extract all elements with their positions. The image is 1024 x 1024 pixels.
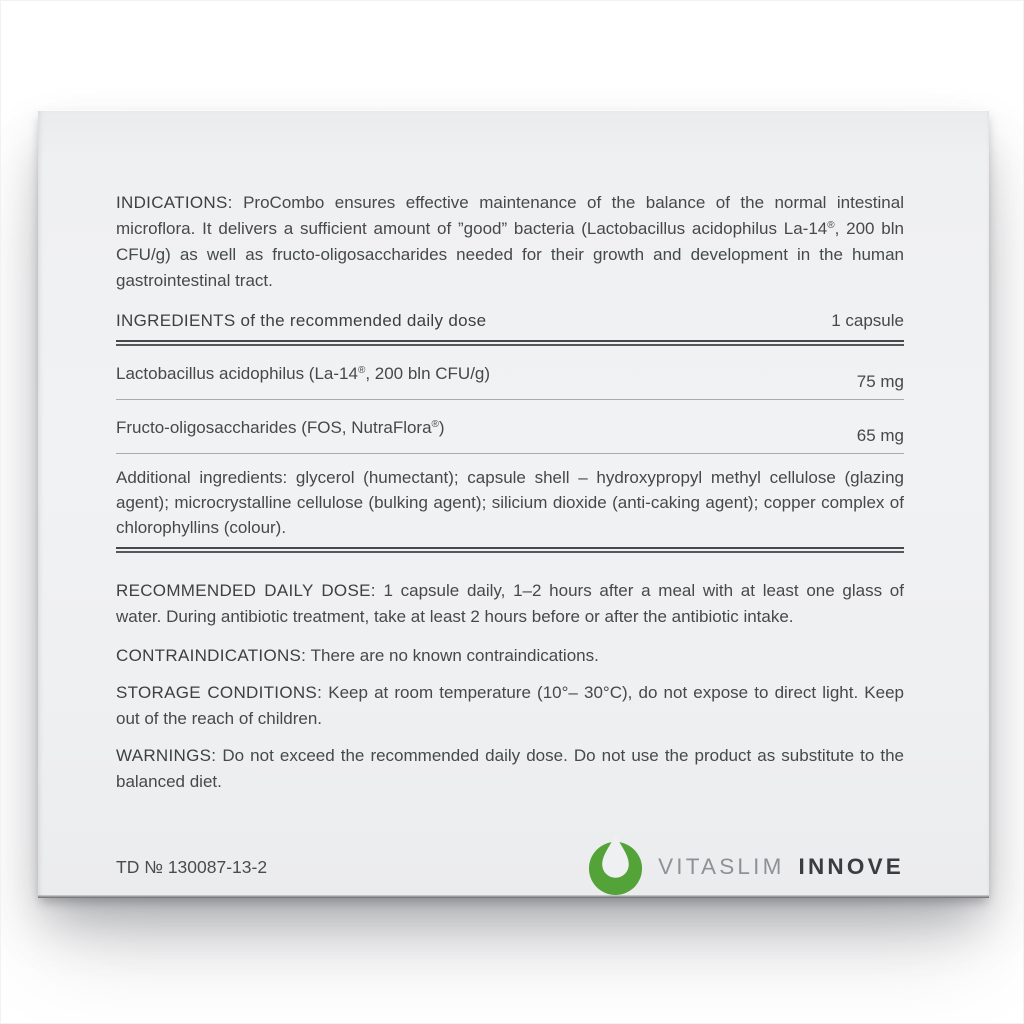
- storage-conditions-text: Keep at room temperature (10°– 30°C), do not expose to direct light. Keep out of the reach of children.: [116, 683, 905, 728]
- brand-name-innove: INNOVE: [798, 853, 904, 879]
- table-row: [116, 346, 904, 399]
- contraindications-label: CONTRAINDICATIONS:: [116, 646, 307, 665]
- indications-text-continued: , 200 bln CFU/g) as well as fructo-oligosaccharides needed for their growth and development in the human gastrointestinal tract.: [116, 219, 904, 290]
- recommended-dose-paragraph: [116, 578, 904, 630]
- ingredient-name-text: Lactobacillus acidophilus (La-14: [116, 364, 358, 383]
- storage-conditions-label: STORAGE CONDITIONS:: [116, 683, 323, 702]
- recommended-dose-label: RECOMMENDED DAILY DOSE:: [116, 581, 376, 600]
- table-header-label: INGREDIENTS of the recommended daily dose: [116, 311, 487, 330]
- recommended-dose-text: 1 capsule daily, 1–2 hours after a meal with at least one glass of water. During antibiotic treatment, take at least 2 hours before or after the antibiotic intake.: [116, 581, 904, 626]
- warnings-text: Do not exceed the recommended daily dose. Do not use the product as substitute to the balanced diet.: [116, 746, 905, 791]
- additional-ingredients-paragraph: Additional ingredients: glycerol (humectant); capsule shell – hydroxypropyl methyl cellulose (glazing agent); microcrystalline cellulose (bulking agent); silicium dioxide (anti-caking agent); copper complex of chlorophyllins (colour).: [116, 468, 904, 537]
- warnings-paragraph: [116, 743, 904, 795]
- ingredient-name-text-continued: ): [438, 418, 445, 437]
- ingredient-name-text-continued: , 200 bln CFU/g): [365, 364, 491, 383]
- ingredient-name: [116, 415, 445, 441]
- label-content: [38, 110, 989, 898]
- ingredient-name-text: Fructo-oligosaccharides (FOS, NutraFlora: [116, 418, 432, 437]
- footer-row: [116, 835, 904, 898]
- table-bottom-divider: [116, 547, 904, 553]
- table-header-row: [116, 306, 904, 340]
- droplet-icon: [586, 835, 645, 898]
- registered-mark: ®: [827, 220, 835, 231]
- indications-label: INDICATIONS:: [116, 193, 233, 212]
- registered-mark: ®: [357, 365, 366, 376]
- indications-paragraph: [116, 190, 904, 294]
- contraindications-text: There are no known contraindications.: [310, 646, 599, 665]
- indications-text: ProCombo ensures effective maintenance of the balance of the normal intestinal microflora. It delivers a sufficient amount of ”good” bacteria (Lactobacillus acidophilus La-14: [116, 193, 904, 238]
- ingredient-amount: 75 mg: [856, 372, 904, 391]
- brand-logo: [586, 835, 904, 898]
- table-header-value: 1 capsule: [831, 311, 904, 330]
- td-number: TD № 130087-13-2: [116, 856, 268, 877]
- ingredient-amount: 65 mg: [856, 426, 904, 445]
- registered-mark: ®: [431, 419, 439, 430]
- droplet-icon-drop-cutout: [602, 835, 629, 878]
- warnings-label: WARNINGS:: [116, 746, 217, 765]
- ingredient-name: [116, 361, 490, 387]
- brand-name-vitaslim: VITASLIM: [658, 853, 785, 879]
- storage-conditions-paragraph: [116, 680, 904, 732]
- table-row: [116, 400, 904, 453]
- product-box-back-panel: [38, 110, 989, 898]
- contraindications-paragraph: [116, 643, 904, 669]
- ingredients-table: [116, 306, 904, 553]
